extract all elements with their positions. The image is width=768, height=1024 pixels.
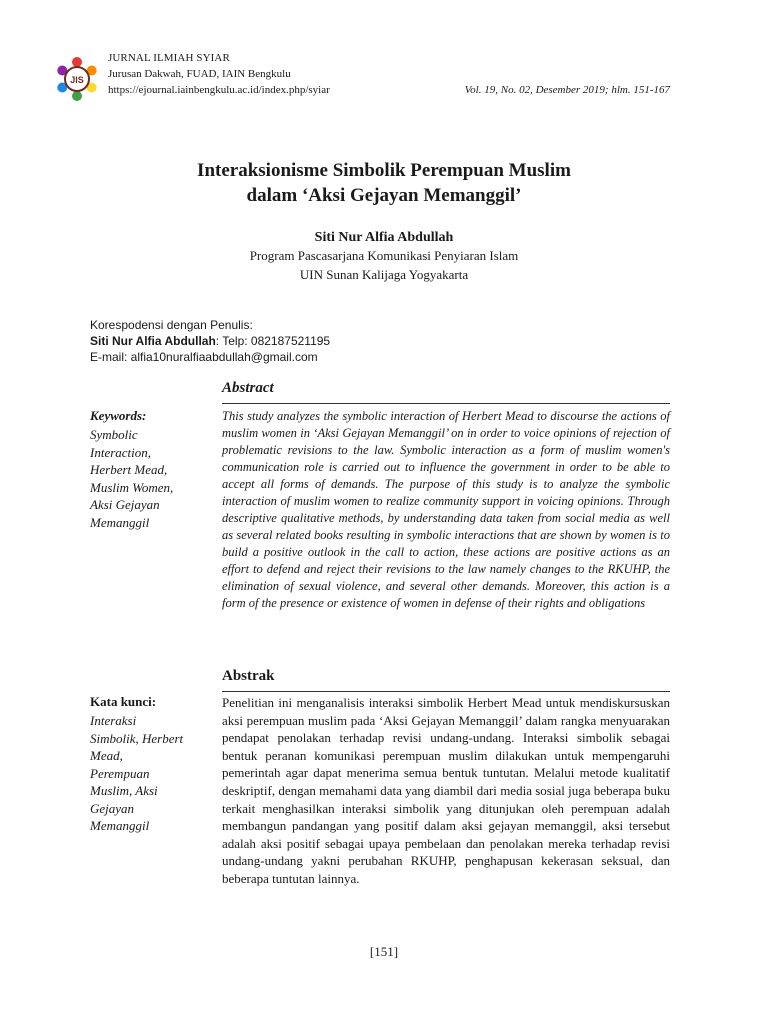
journal-department: Jurusan Dakwah, FUAD, IAIN Bengkulu: [108, 68, 291, 80]
kata-kunci-line: Mead,: [90, 748, 123, 763]
journal-name: JURNAL ILMIAH SYIAR: [108, 52, 230, 64]
kata-kunci-label: Kata kunci:: [90, 694, 157, 709]
author-affiliation-program: Program Pascasarjana Komunikasi Penyiaran Islam: [249, 248, 519, 263]
journal-url[interactable]: https://ejournal.iainbengkulu.ac.id/index.php/syiar: [108, 84, 330, 96]
author-affiliation-university: UIN Sunan Kalijaga Yogyakarta: [299, 267, 469, 282]
correspondence-phone: : Telp: 082187521195: [215, 334, 331, 348]
abstrak-heading: Abstrak: [222, 668, 275, 684]
correspondence-label: Korespodensi dengan Penulis:: [90, 318, 253, 332]
article-title-line-1: Interaksionisme Simbolik Perempuan Muslim: [197, 160, 571, 181]
correspondence-email[interactable]: E-mail: alfia10nuralfiaabdullah@gmail.com: [90, 350, 318, 364]
article-title-line-2: dalam ‘Aksi Gejayan Memanggil’: [246, 185, 522, 206]
kata-kunci-line: Gejayan: [90, 800, 135, 816]
keywords-label: Keywords:: [90, 408, 147, 423]
logo-letters: JIS: [70, 75, 84, 85]
kata-kunci-list: [90, 712, 210, 835]
keywords-list: [90, 426, 210, 531]
abstract-text: This study analyzes the symbolic interaction of Herbert Mead to discourse the actions of muslim women in ‘Aksi Gejayan Memanggil’ on in order to voice opinions of rejection of problematic revisions to the law. Symbolic interaction as a form of muslim women's communication role is carried out to influence the government in order to be able to accept all forms of demands. The purpose of this study is to analyze the symbolic interaction of muslim women to realize community support in voicing opinions. Through descriptive qualitative methods, by understanding data taken from social media as well as several related books resulting in symbolic interactions that are shown by women is to build a positive outlook in the call to action, these actions are positive actions as an effort to defend and reject their revisions to the law namely changes to the RKUHP, the elimination of sexual violence, and several other demands. Moreover, this action is a form of the presence or existence of women in defense of their rights and obligations: [222, 409, 670, 610]
abstract-divider: [222, 403, 670, 404]
article-author: Siti Nur Alfia Abdullah: [314, 230, 454, 245]
keyword-line: Herbert Mead,: [90, 462, 168, 477]
kata-kunci-line: Perempuan: [90, 765, 150, 781]
keyword-line: Muslim Women,: [90, 479, 174, 495]
correspondence-name: Siti Nur Alfia Abdullah: [90, 334, 216, 348]
syiar-logo-icon: [52, 54, 102, 104]
page-number: [151]: [369, 944, 399, 959]
journal-volume: Vol. 19, No. 02, Desember 2019; hlm. 151-167: [464, 84, 670, 96]
keyword-line: Interaction,: [90, 444, 152, 460]
abstract-body-english: [222, 408, 670, 612]
keyword-line: Symbolic: [90, 427, 138, 442]
kata-kunci-line: Simbolik, Herbert: [90, 730, 184, 746]
kata-kunci-line: Muslim, Aksi: [90, 783, 158, 798]
kata-kunci-line: Interaksi: [90, 713, 137, 728]
abstract-heading: Abstract: [222, 380, 274, 396]
abstrak-text: Penelitian ini menganalisis interaksi simbolik Herbert Mead untuk mendiskursuskan aksi perempuan muslim pada ‘Aksi Gejayan Memanggil’ dalam rangka menyuarakan pendapat penolakan terhadap revisi undang-undang. Interaksi simbolik sebagai bentuk peranan komunikasi perempuan muslim dilakukan untuk mempengaruhi pemerintah agar dapat menerima semua bentuk tuntutan. Melalui metode kualitatif deskriptif, dengan memahami data yang diambil dari media sosial juga beberapa buku terkait menghasilkan interaksi simbolik yang ditunjukan oleh perempuan adalah membangun pandangan yang positif dalam aksi gejayan memanggil, aksi tersebut adalah aksi positif sebagai upaya pembelaan dan penolakan mereka terhadap revisi undang-undang yakni perubahan RKUHP, penghapusan kekerasan seksual, dan beberapa tuntutan lainnya.: [222, 695, 670, 886]
keyword-line: Aksi Gejayan: [90, 497, 160, 512]
kata-kunci-line: Memanggil: [90, 818, 150, 833]
keyword-line: Memanggil: [90, 514, 150, 530]
abstrak-body-indonesian: [222, 694, 670, 888]
abstrak-divider: [222, 691, 670, 692]
correspondence-contact: [90, 334, 330, 348]
